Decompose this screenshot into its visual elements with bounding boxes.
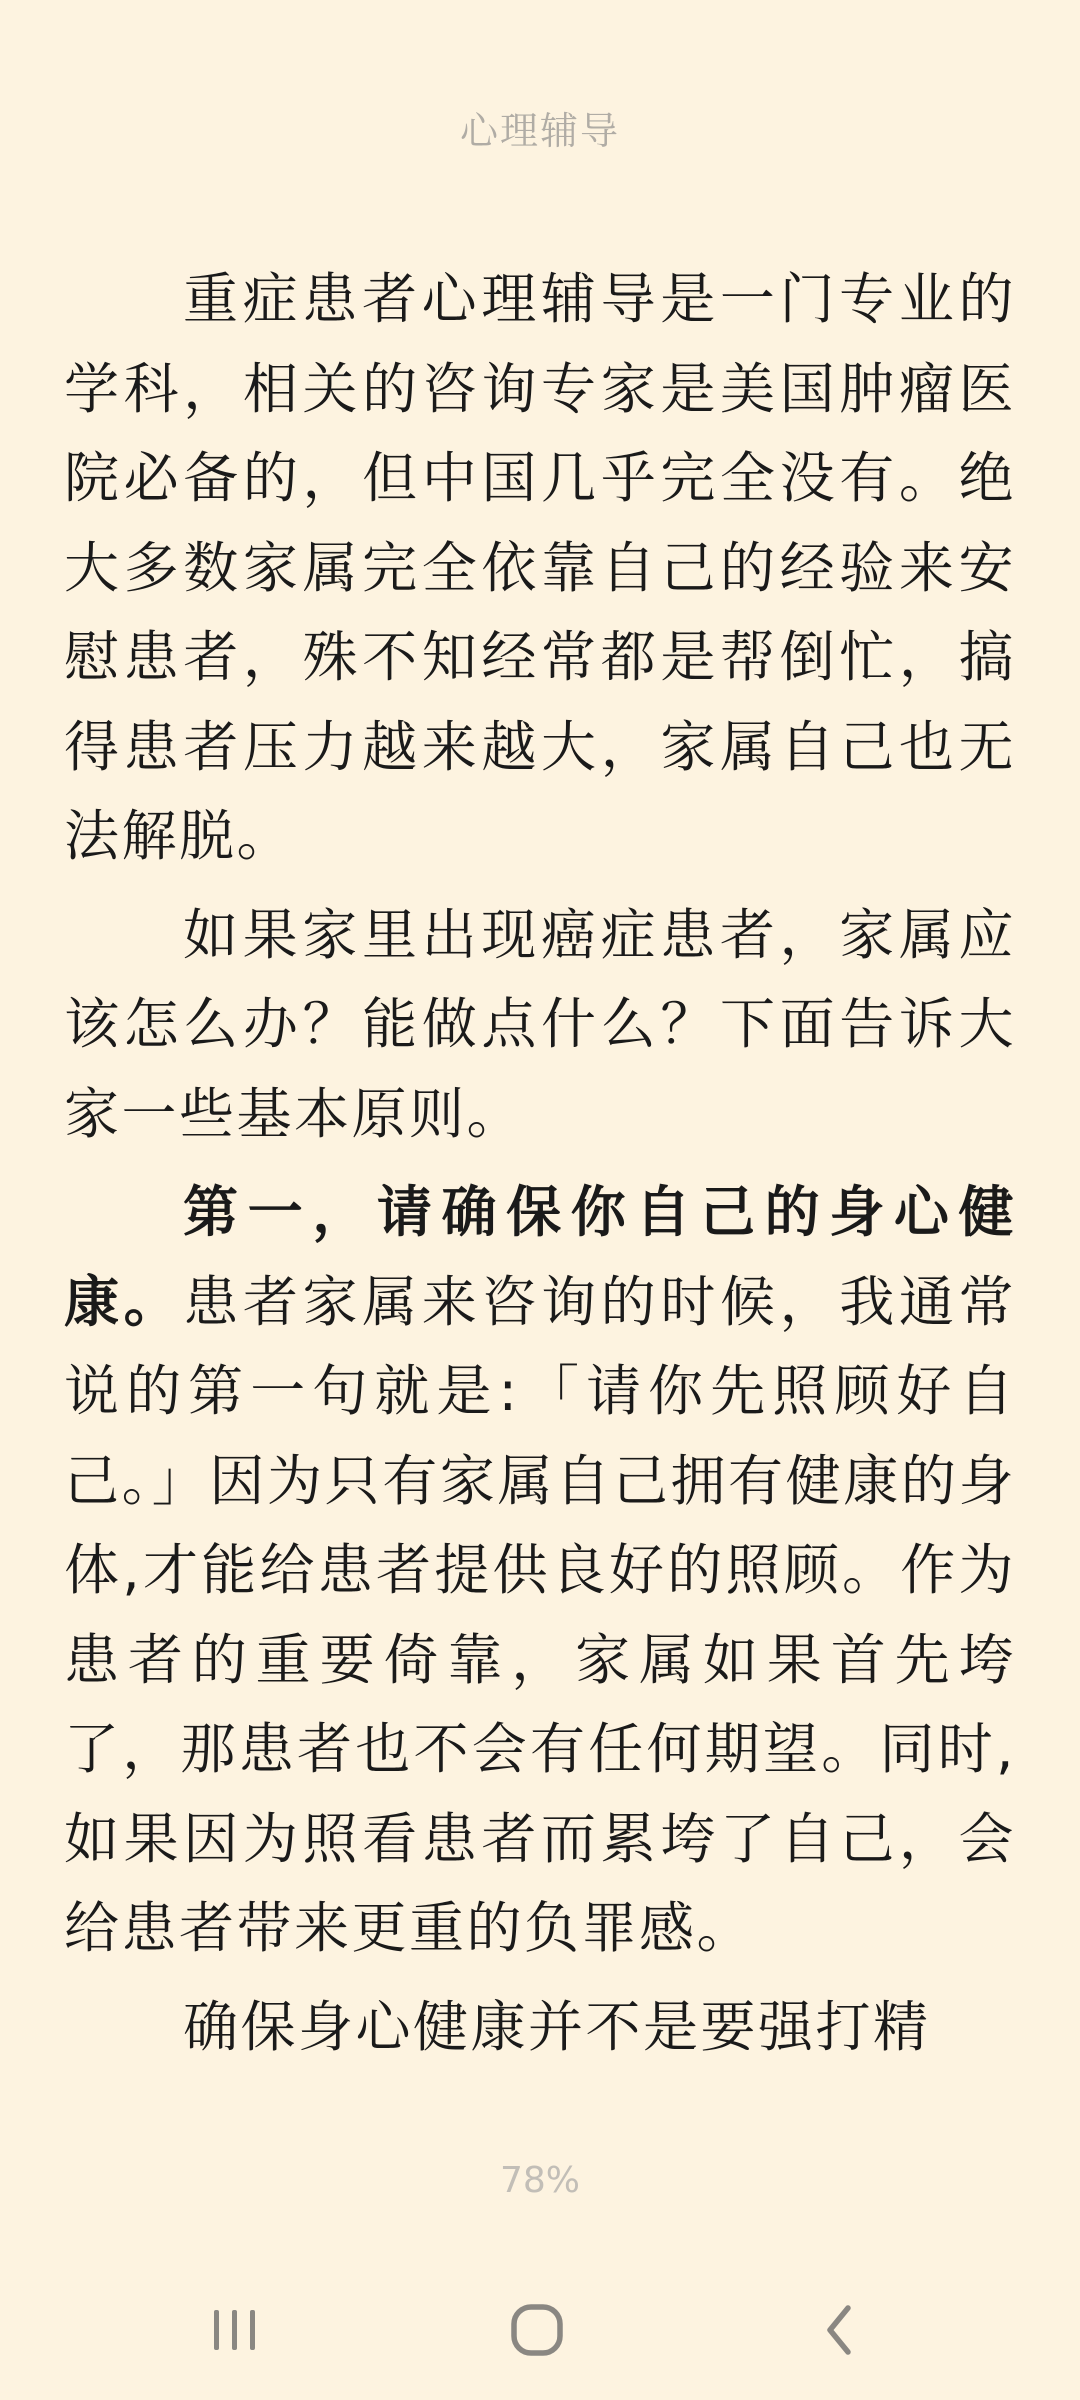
- recent-apps-button[interactable]: [165, 2280, 305, 2380]
- reading-progress: 78%: [499, 2160, 580, 2201]
- navigation-bar: [0, 2280, 1080, 2380]
- chapter-title: 心理辅导: [459, 109, 620, 153]
- back-button[interactable]: [770, 2280, 910, 2380]
- reading-content[interactable]: [64, 255, 1016, 2081]
- paragraph-bold-heading: 第一，请确保你自己的身心健康。: [64, 1180, 1016, 1334]
- home-button[interactable]: [467, 2280, 607, 2380]
- back-icon: [818, 2302, 862, 2358]
- paragraph-text: 如果家里出现癌症患者，家属应该怎么办？能做点什么？下面告诉大家一些基本原则。: [64, 902, 1016, 1146]
- paragraph: [64, 891, 1016, 1160]
- paragraph: [64, 255, 1016, 882]
- paragraph: [64, 1983, 1016, 2073]
- recent-apps-icon: [208, 2306, 262, 2354]
- paragraph-text: 确保身心健康并不是要强打精: [183, 1994, 931, 2059]
- paragraph-text: 重症患者心理辅导是一门专业的学科，相关的咨询专家是美国肿瘤医院必备的，但中国几乎完全没有。绝大多数家属完全依靠自己的经验来安慰患者，殊不知经常都是帮倒忙，搞得患者压力越来越大，家属自己也无法解脱。: [64, 267, 1016, 868]
- paragraph-text: 患者家属来咨询的时候，我通常说的第一句就是:「请你先照顾好自己。」因为只有家属自己拥有健康的身体,才能给患者提供良好的照顾。作为患者的重要倚靠，家属如果首先垮了，那患者也不会有任何期望。同时,如果因为照看患者而累垮了自己，会给患者带来更重的负罪感。: [64, 1269, 1016, 1960]
- home-icon: [507, 2300, 567, 2360]
- paragraph: [64, 1168, 1016, 1974]
